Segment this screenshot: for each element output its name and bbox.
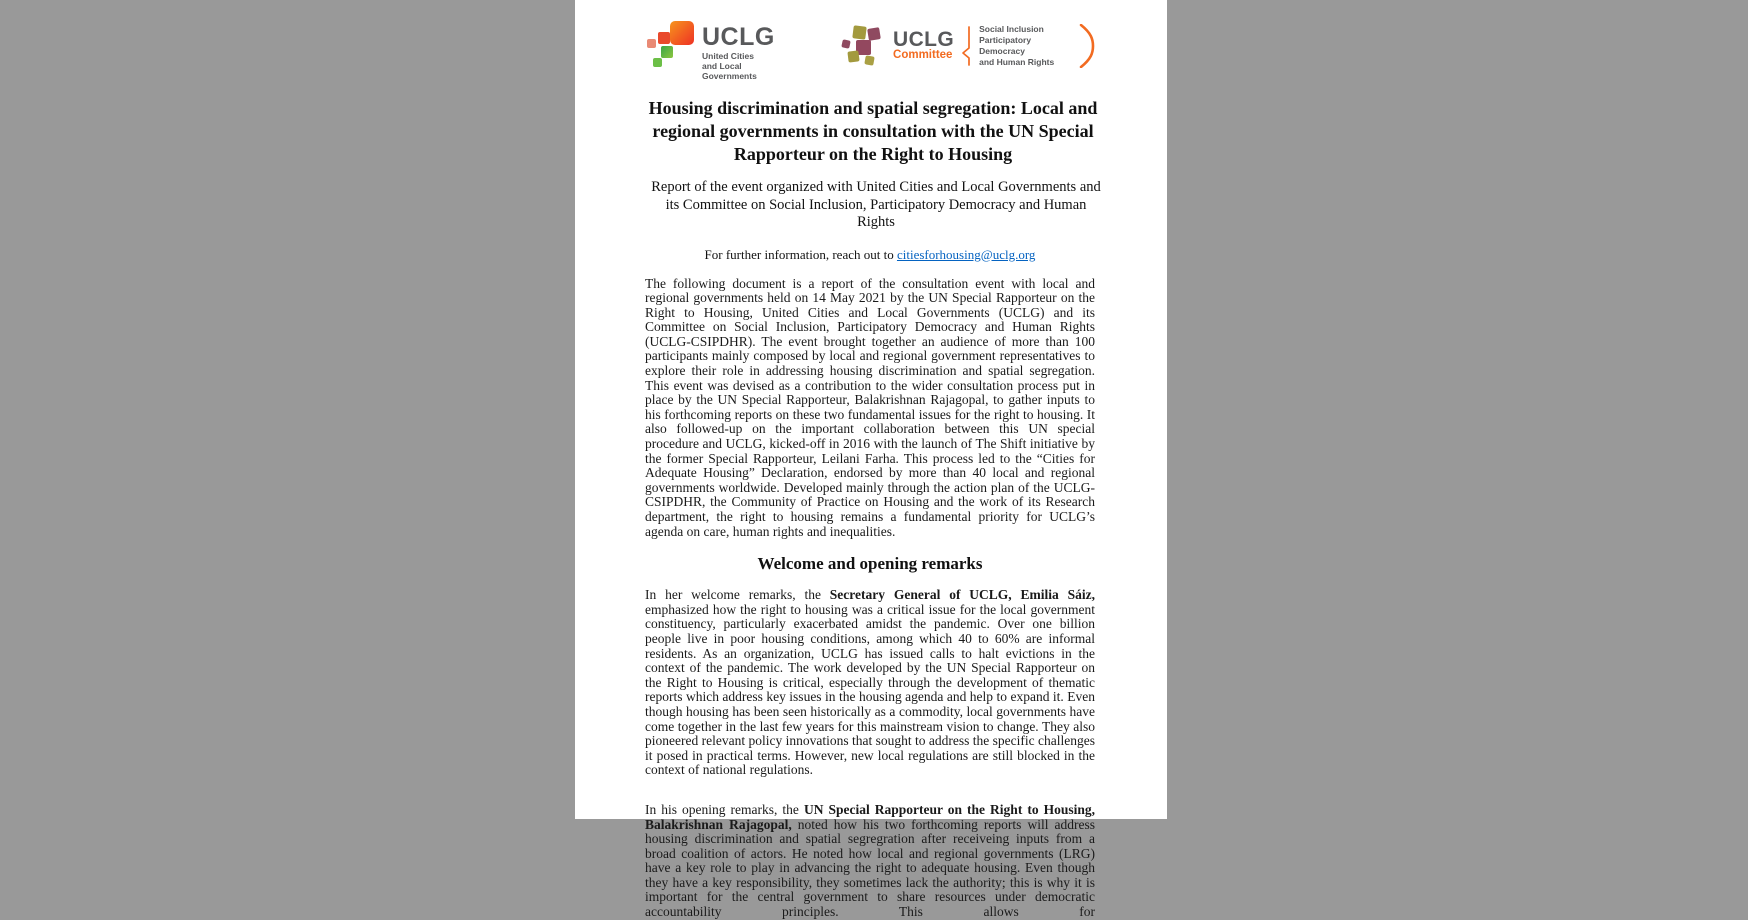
uclg-committee-logo [840, 19, 1095, 68]
contact-email-link[interactable]: citiesforhousing@uclg.org [896, 246, 1036, 262]
logo-square-icon [847, 50, 859, 62]
p3-speaker-name: UN Special Rapporteur on the Right to Housing, Balakrishnan Rajagopal, [645, 801, 1095, 832]
logo-header [645, 19, 1095, 81]
paragraph-intro: The following document is a report of the consultation event with local and regional governments held on 14 May 2021 by the UN Special Rapporteur on the Right to Housing, United Cities and Local Governments (UCLG) and its Committee on Social Inclusion, Participatory Democracy and Human Rights (UCLG-CSIPDHR). The event brought together an audience of more than 100 participants mainly composed by local and regional government representatives to explore their role in addressing housing discrimination and spatial segregation. This event was devised as a contribution to the wider consultation process put in place by the UN Special Rapporteur, Balakrishnan Rajagopal, to gather inputs to his forthcoming reports on these two fundamental issues for the right to housing. It also followed-up on the important collaboration between this UN special procedure and UCLG, kicked-off in 2016 with the launch of The Shift initiative by the former Special Rapporteur, Leilani Farha. This process led to the “Cities for Adequate Housing” Declaration, endorsed by more than 40 local and regional governments worldwide. Developed mainly through the action plan of the UCLG-CSIPDHR, the Community of Practice on Housing and the work of its Research department, the right to housing remains a fundamental priority for UCLG’s agenda on care, human rights and inequalities. [645, 275, 1095, 539]
logo-square-icon [661, 46, 673, 58]
committee-label: Committee [893, 49, 953, 61]
logo-square-icon [864, 55, 874, 65]
committee-description [979, 24, 1071, 68]
logo-square-icon [658, 32, 670, 44]
p2-speaker-name: Secretary General of UCLG, Emilia Sáiz, [829, 587, 1095, 603]
logo-square-icon [867, 27, 881, 41]
p2-text-post: emphasized how the right to housing was a critical issue for the local government constituency, particularly exacerbated amidst the pandemic. Over one billion people live in poor housing conditions, among which 40 to 60% are informal residents. As an organization, UCLG has issued calls to halt evictions in the context of the pandemic. The work developed by the UN Special Rapporteur on the Right to Housing is critical, especially through the development of thematic reports which address key issues in the housing agenda and help to expand it. Even though housing has been seen historically as a commodity, local governments have come together in the last few years for this mainstream vision to change. They also pioneered relevant policy innovations that sought to address the specific challenges it posed in practical terms. However, new local regulations are still blocked in the context of national regulations. [645, 601, 1095, 778]
logo-square-icon [653, 58, 662, 67]
p3-text-pre: In his opening remarks, the [645, 801, 804, 817]
uclg-tagline-line1: United Cities [702, 51, 754, 61]
document-page [575, 0, 1167, 920]
logo-square-icon [647, 39, 656, 48]
p3-text-post: noted how his two forthcoming reports will address housing discrimination and spatial segregration after receiveing inputs from a broad coalition of actors. He noted how local and regional governments (LRG) have a key role to play in advancing the right to adequate housing. Even though they have a key responsibility, they sometimes lack the authority; this is why it is important for the central government to share resources under democratic accountability principles. This allows for [645, 816, 1095, 920]
logo-square-icon [670, 21, 694, 45]
committee-wordmark: UCLG [893, 28, 955, 51]
contact-prefix: For further information, reach out to [704, 246, 897, 262]
committee-desc-line2: Participatory Democracy [979, 35, 1032, 56]
section-heading-welcome: Welcome and opening remarks [757, 554, 983, 574]
committee-desc-line1: Social Inclusion [979, 24, 1044, 34]
uclg-logo-text [702, 19, 794, 81]
committee-left-bracket-icon [961, 26, 972, 66]
document-subtitle: Report of the event organized with United Cities and Local Governments and its Committee on Social Inclusion, Participatory Democracy and Human Rights [651, 179, 1101, 230]
p2-text-pre: In her welcome remarks, the [645, 587, 830, 603]
committee-mosaic-icon [840, 25, 886, 67]
committee-logo-text [893, 30, 954, 62]
committee-right-bracket-icon [1078, 24, 1095, 68]
uclg-tagline-line2: and Local Governments [702, 61, 757, 81]
paragraph-opening-remarks [645, 803, 1095, 920]
uclg-logo [645, 19, 794, 81]
uclg-logo-icon [645, 19, 695, 71]
paragraph-welcome-remarks [645, 588, 1095, 778]
logo-square-icon [841, 39, 850, 48]
logo-square-icon [852, 25, 866, 39]
uclg-wordmark: UCLG [702, 23, 775, 51]
contact-line [645, 247, 1095, 263]
committee-desc-line3: and Human Rights [979, 57, 1055, 67]
document-title: Housing discrimination and spatial segregation: Local and regional governments in consultation with the UN Special Rapporteur on the Right to Housing [648, 98, 1098, 164]
